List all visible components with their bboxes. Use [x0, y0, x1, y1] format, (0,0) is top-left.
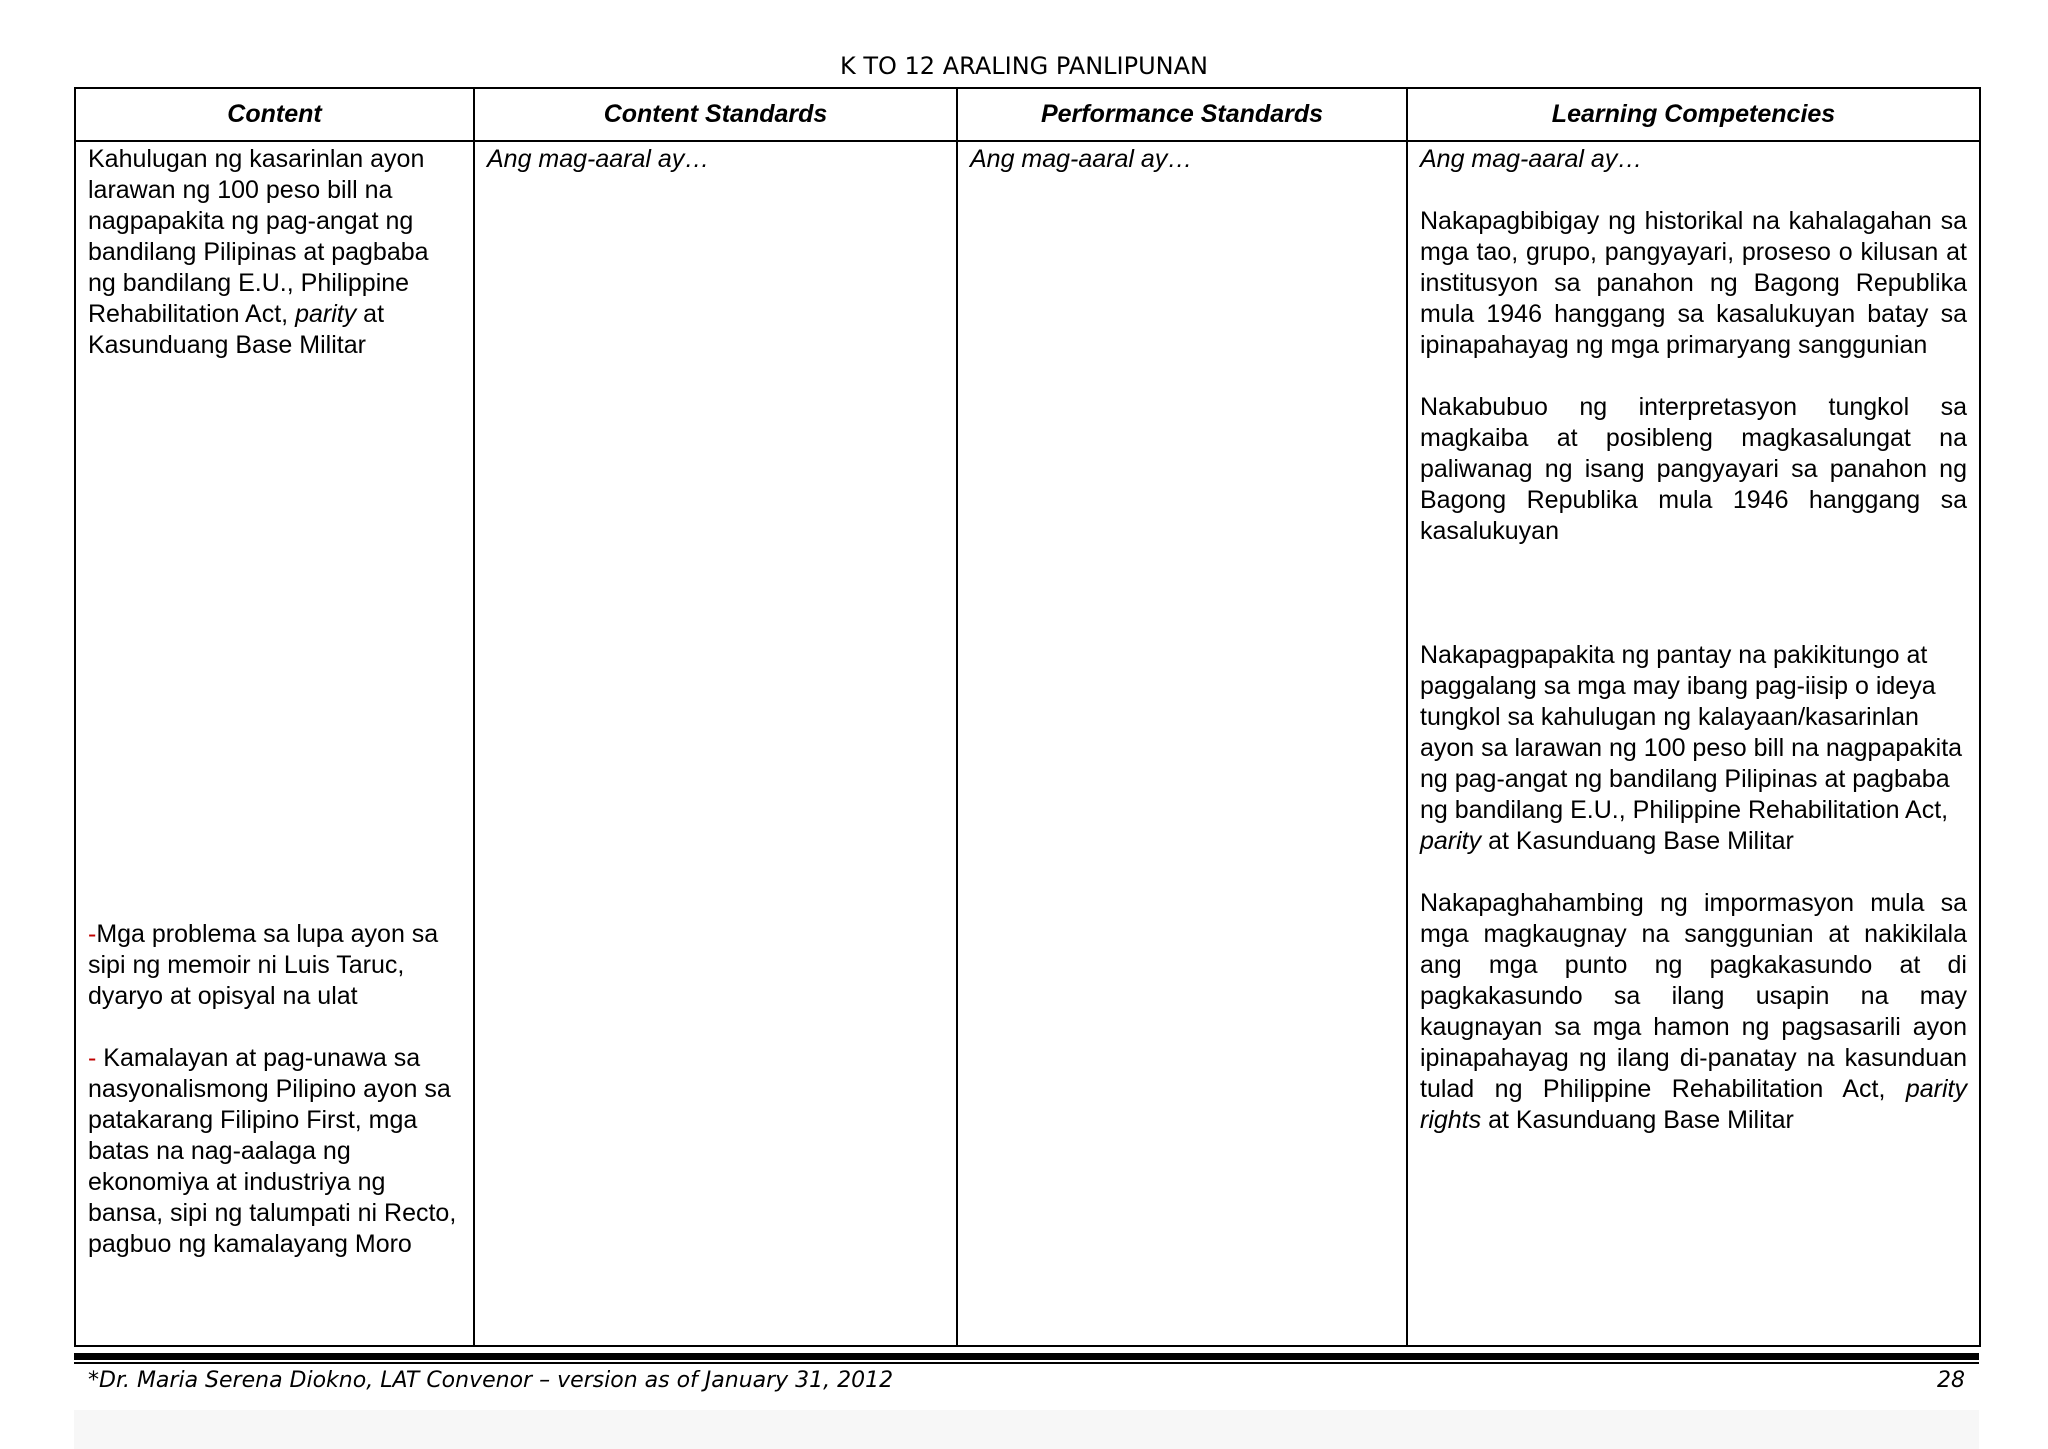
page-title: K TO 12 ARALING PANLIPUNAN: [839, 52, 1208, 80]
red-dash: -: [88, 920, 97, 948]
header-performance-standards: Performance Standards: [957, 88, 1407, 141]
content-item-2: -Mga problema sa lupa ayon sa sipi ng memoir ni Luis Taruc, dyaryo at opisyal na ulat: [88, 920, 439, 1010]
table-row: [75, 141, 1980, 1346]
content-item-3: - Kamalayan at pag-unawa sa nasyonalismong Pilipino ayon sa patakarang Filipino First, mga batas na nag-aalaga ng ekonomiya at industriya ng bansa, sipi ng talumpati ni Recto, pagbuo ng kamalayang Moro: [88, 1044, 457, 1258]
header-content-standards: Content Standards: [474, 88, 957, 141]
header-learning-competencies: Learning Competencies: [1407, 88, 1980, 141]
content-standards-intro: Ang mag-aaral ay…: [487, 145, 710, 173]
learning-competencies-cell: [1407, 141, 1980, 1346]
header-row: [75, 88, 1980, 141]
content-item-1: Kahulugan ng kasarinlan ayon larawan ng 100 peso bill na nagpapakita ng pag-angat ng bandilang Pilipinas at pagbaba ng bandilang E.U., Philippine Rehabilitation Act, parity at Kasunduang Base Militar: [88, 145, 429, 359]
footer-credit: *Dr. Maria Serena Diokno, LAT Convenor – version as of January 31, 2012: [88, 1368, 894, 1393]
competency-1: Nakapagbibigay ng historikal na kahalagahan sa mga tao, grupo, pangyayari, proseso o kilusan at institusyon sa panahon ng Bagong Republika mula 1946 hanggang sa kasalukuyan batay sa ipinapahayag ng mga primaryang sanggunian: [1420, 207, 1967, 359]
bottom-shade: [74, 1410, 1979, 1449]
content-standards-cell: [474, 141, 957, 1346]
content-cell: [75, 141, 474, 1346]
page-number: 28: [1937, 1368, 1965, 1393]
footer-rule-thin: [74, 1362, 1979, 1364]
learning-competencies-intro: Ang mag-aaral ay…: [1420, 145, 1643, 173]
red-dash: -: [88, 1044, 97, 1072]
competency-2: Nakabubuo ng interpretasyon tungkol sa magkaiba at posibleng magkasalungat na paliwanag ng isang pangyayari sa panahon ng Bagong Republika mula 1946 hanggang sa kasalukuyan: [1420, 393, 1967, 545]
competency-4: Nakapaghahambing ng impormasyon mula sa mga magkaugnay na sanggunian at nakikilala ang mga punto ng pagkakasundo at di pagkakasundo sa ilang usapin na may kaugnayan sa mga hamon ng pagsasarili ayon ipinapahayag ng ilang di-panatay na kasunduan tulad ng Philippine Rehabilitation Act, parity rights at Kasunduang Base Militar: [1420, 889, 1967, 1134]
curriculum-table: [74, 87, 1981, 1347]
performance-standards-intro: Ang mag-aaral ay…: [970, 145, 1193, 173]
footer-rule-thick: [74, 1353, 1979, 1360]
competency-3: Nakapagpapakita ng pantay na pakikitungo at paggalang sa mga may ibang pag-iisip o ideya tungkol sa kahulugan ng kalayaan/kasarinlan ayon sa larawan ng 100 peso bill na nagpapakita ng pag-angat ng bandilang Pilipinas at pagbaba ng bandilang E.U., Philippine Rehabilitation Act, parity at Kasunduang Base Militar: [1420, 641, 1963, 855]
header-content: Content: [75, 88, 474, 141]
performance-standards-cell: [957, 141, 1407, 1346]
